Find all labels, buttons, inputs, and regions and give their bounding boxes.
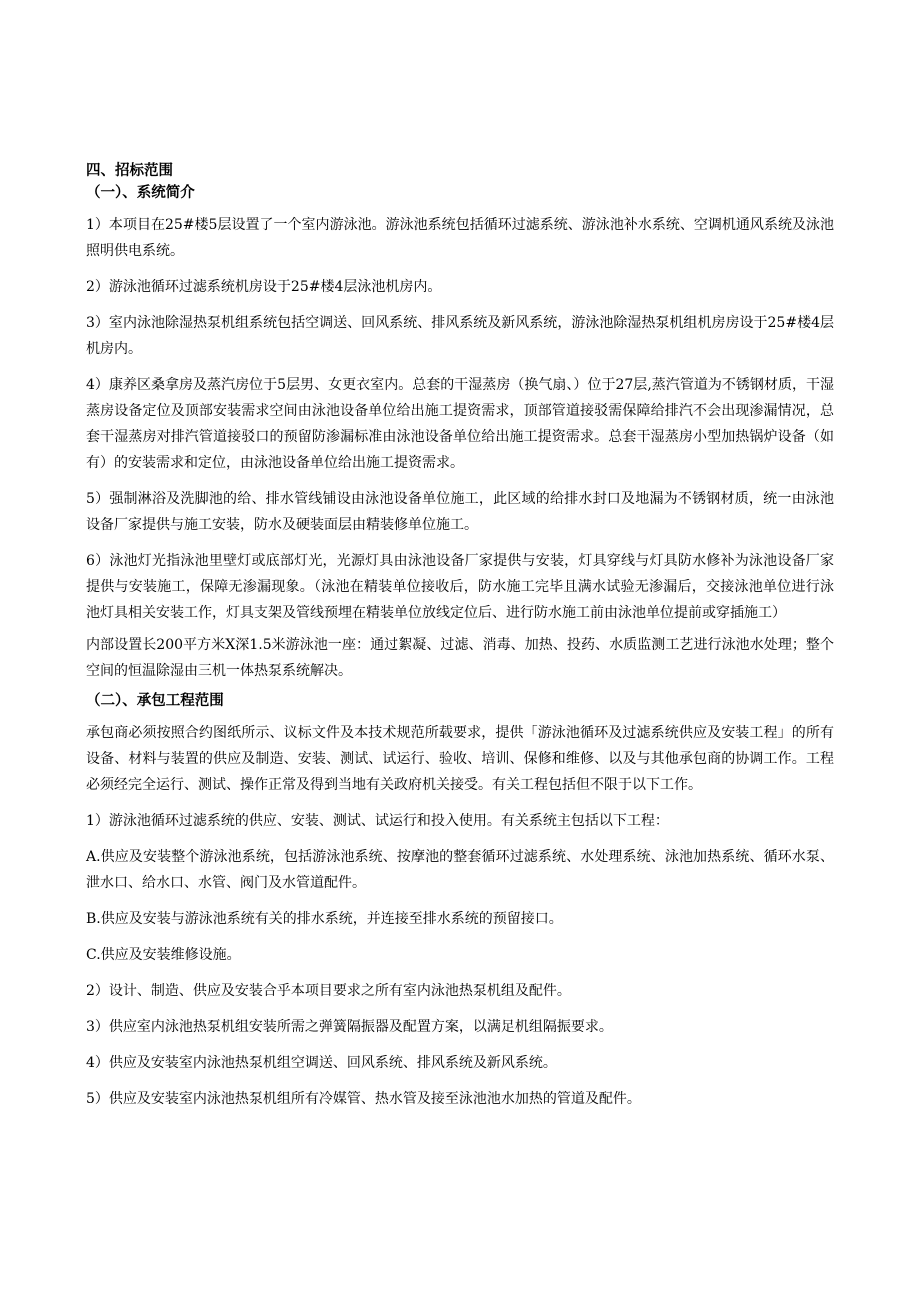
paragraph: 1）本项目在25#楼5层设置了一个室内游泳池。游泳池系统包括循环过滤系统、游泳池补水系统、空调机通风系统及泳池照明供电系统。 [86, 217, 834, 259]
paragraph: 4）康养区桑拿房及蒸汽房位于5层男、女更衣室内。总套的干湿蒸房（换气扇、）位于27层,蒸汽管道为不锈钢材质，干湿蒸房设备定位及顶部安装需求空间由泳池设备单位给出施工提资需求，顶部管道接驳需保障给排汽不会出现渗漏情况，总套干湿蒸房对排汽管道接驳口的预留防渗漏标准由泳池设备单位给出施工提资需求。总套干湿蒸房小型加热锅炉设备（如有）的安装需求和定位，由泳池设备单位给出施工提资需求。 [86, 377, 834, 471]
section-title: 四、招标范围 [86, 162, 173, 179]
paragraph: 3）室内泳池除湿热泵机组系统包括空调送、回风系统、排风系统及新风系统，游泳池除湿热泵机组机房房设于25#楼4层机房内。 [86, 315, 834, 357]
paragraph: 2）游泳池循环过滤系统机房设于25#楼4层泳池机房内。 [86, 279, 442, 295]
paragraph: 5）强制淋浴及洗脚池的给、排水管线铺设由泳池设备单位施工，此区域的给排水封口及地漏为不锈钢材质，统一由泳池设备厂家提供与施工安装，防水及硬装面层由精装修单位施工。 [86, 491, 834, 533]
paragraph: 内部设置长200平方米X深1.5米游泳池一座：通过絮凝、过滤、消毒、加热、投药、水质监测工艺进行泳池水处理；整个空间的恒温除湿由三机一体热泵系统解决。 [86, 637, 834, 679]
paragraph: 2）设计、制造、供应及安装合乎本项目要求之所有室内泳池热泵机组及配件。 [86, 983, 571, 999]
paragraph: 1）游泳池循环过滤系统的供应、安装、测试、试运行和投入使用。有关系统主包括以下工程： [86, 813, 669, 829]
paragraph: 5）供应及安装室内泳池热泵机组所有冷媒管、热水管及接至泳池池水加热的管道及配件。 [86, 1091, 641, 1107]
subsection-title-system-intro: （一）、系统简介 [86, 184, 195, 201]
paragraph: C.供应及安装维修设施。 [86, 947, 241, 963]
paragraph: 承包商必须按照合约图纸所示、议标文件及本技术规范所载要求，提供「游泳池循环及过滤系统供应及安装工程」的所有设备、材料与装置的供应及制造、安装、测试、试运行、验收、培训、保修和维修、以及与其他承包商的协调工作。工程必须经完全运行、测试、操作正常及得到当地有关政府机关接受。有关工程包括但不限于以下工作。 [86, 725, 834, 793]
document-body [86, 160, 834, 1122]
paragraph: B.供应及安装与游泳池系统有关的排水系统，并连接至排水系统的预留接口。 [86, 911, 563, 927]
paragraph: 4）供应及安装室内泳池热泵机组空调送、回风系统、排风系统及新风系统。 [86, 1055, 557, 1071]
subsection-title-contract-scope: （二）、承包工程范围 [86, 692, 224, 709]
paragraph: A.供应及安装整个游泳池系统，包括游泳池系统、按摩池的整套循环过滤系统、水处理系统、泳池加热系统、循环水泵、泄水口、给水口、水管、阀门及水管道配件。 [86, 849, 834, 891]
paragraph: 6）泳池灯光指泳池里壁灯或底部灯光，光源灯具由泳池设备厂家提供与安装，灯具穿线与灯具防水修补为泳池设备厂家提供与安装施工，保障无渗漏现象。（泳池在精装单位接收后，防水施工完毕且满水试验无渗漏后，交接泳池单位进行泳池灯具相关安装工作，灯具支架及管线预埋在精装单位放线定位后、进行防水施工前由泳池单位提前或穿插施工） [86, 553, 834, 621]
paragraph: 3）供应室内泳池热泵机组安装所需之弹簧隔振器及配置方案，以满足机组隔振要求。 [86, 1019, 613, 1035]
